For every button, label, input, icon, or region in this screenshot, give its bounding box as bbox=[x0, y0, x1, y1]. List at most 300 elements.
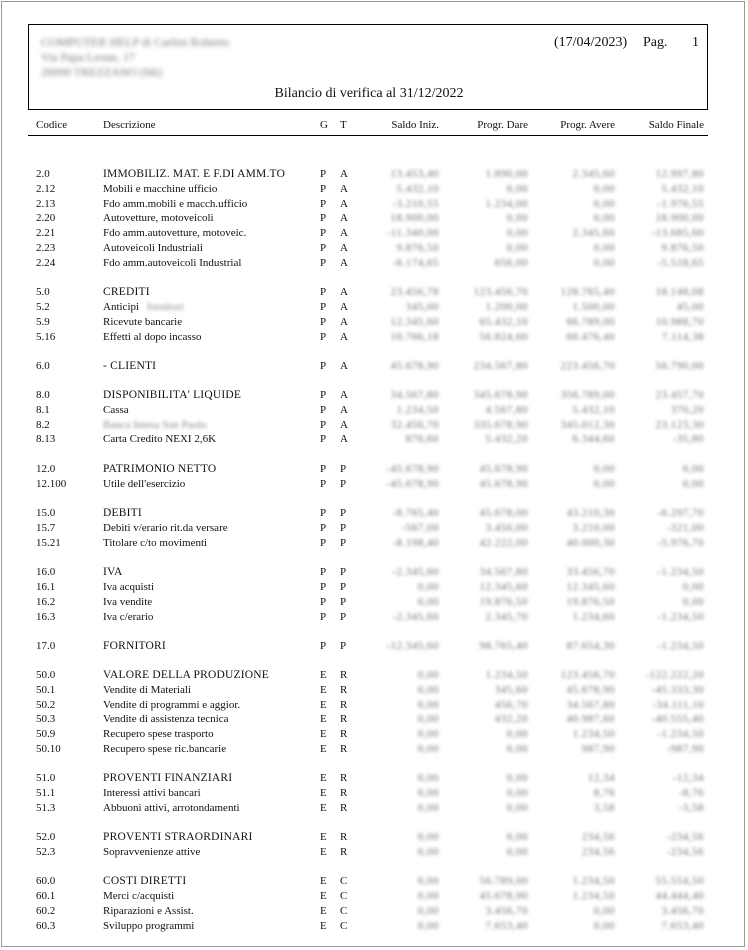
account-group-type: E bbox=[320, 787, 327, 799]
account-group-type: P bbox=[320, 389, 327, 401]
closing-balance: -13.685,60 bbox=[651, 227, 704, 239]
account-kind: A bbox=[340, 331, 348, 343]
progressive-debit: 56.789,00 bbox=[479, 875, 528, 887]
closing-balance: 7.653,40 bbox=[661, 920, 704, 932]
account-code: 8.1 bbox=[36, 404, 50, 416]
progressive-debit: 234.567,80 bbox=[473, 360, 528, 372]
account-row bbox=[0, 197, 748, 211]
account-row bbox=[0, 330, 748, 344]
account-code: 5.2 bbox=[36, 301, 50, 313]
account-kind: A bbox=[340, 404, 348, 416]
account-kind: C bbox=[340, 920, 348, 932]
progressive-credit: 0,00 bbox=[593, 183, 615, 195]
progressive-credit: 34.567,80 bbox=[566, 699, 615, 711]
progressive-debit: 0,00 bbox=[506, 728, 528, 740]
account-row bbox=[0, 241, 748, 255]
account-description: Vendite di assistenza tecnica bbox=[103, 713, 229, 725]
opening-balance: 0,00 bbox=[417, 905, 439, 917]
account-kind: R bbox=[340, 684, 348, 696]
opening-balance: 0,00 bbox=[417, 699, 439, 711]
account-kind: R bbox=[340, 699, 348, 711]
account-description: Iva acquisti bbox=[103, 581, 155, 593]
opening-balance: 0,00 bbox=[417, 875, 439, 887]
account-code: 2.20 bbox=[36, 212, 56, 224]
closing-balance: -1.234,50 bbox=[657, 728, 704, 740]
progressive-debit: 1.890,00 bbox=[485, 168, 528, 180]
account-kind: R bbox=[340, 728, 348, 740]
progressive-debit: 0,00 bbox=[506, 212, 528, 224]
header-separator bbox=[28, 135, 708, 136]
progressive-debit: 65.432,10 bbox=[479, 316, 528, 328]
closing-balance: -35,80 bbox=[672, 433, 704, 445]
account-code: 15.0 bbox=[36, 507, 56, 519]
progressive-credit: 1.234,50 bbox=[572, 890, 615, 902]
report-date: (17/04/2023) bbox=[554, 35, 628, 50]
progressive-debit: 1.234,50 bbox=[485, 669, 528, 681]
closing-balance: 0,00 bbox=[682, 581, 704, 593]
opening-balance: -45.678,90 bbox=[386, 463, 439, 475]
closing-balance: 23.457,70 bbox=[655, 389, 704, 401]
account-description: Vendite di Materiali bbox=[103, 684, 191, 696]
account-code: 2.24 bbox=[36, 257, 56, 269]
progressive-credit: 356.789,00 bbox=[560, 389, 615, 401]
column-header-debit: Progr. Dare bbox=[477, 119, 528, 131]
account-row bbox=[0, 889, 748, 903]
account-row bbox=[0, 211, 748, 225]
account-group-row bbox=[0, 668, 748, 682]
account-kind: C bbox=[340, 890, 348, 902]
account-kind: P bbox=[340, 463, 347, 475]
progressive-credit: 87.654,30 bbox=[566, 640, 615, 652]
account-group-type: E bbox=[320, 772, 327, 784]
progressive-debit: 123.456,70 bbox=[473, 286, 528, 298]
progressive-credit: 1.500,00 bbox=[572, 301, 615, 313]
progressive-debit: 0,00 bbox=[506, 227, 528, 239]
account-row bbox=[0, 477, 748, 491]
opening-balance: 34.567,80 bbox=[390, 389, 439, 401]
account-description: IMMOBILIZ. MAT. E F.DI AMM.TO bbox=[103, 168, 286, 180]
account-description: Recupero spese ric.bancarie bbox=[103, 743, 227, 755]
report-title: Bilancio di verifica al 31/12/2022 bbox=[274, 86, 464, 101]
account-kind: P bbox=[340, 478, 347, 490]
account-description: Abbuoni attivi, arrotondamenti bbox=[103, 802, 240, 814]
opening-balance: 876,60 bbox=[405, 433, 439, 445]
progressive-debit: 0,00 bbox=[506, 787, 528, 799]
account-kind: P bbox=[340, 566, 347, 578]
account-description: Fdo amm.mobili e macch.ufficio bbox=[103, 198, 248, 210]
account-kind: A bbox=[340, 168, 348, 180]
closing-balance: -8,76 bbox=[678, 787, 704, 799]
column-header-code: Codice bbox=[36, 119, 68, 131]
column-header-g: G bbox=[320, 119, 328, 131]
account-group-type: E bbox=[320, 669, 327, 681]
progressive-credit: 33.456,70 bbox=[566, 566, 615, 578]
progressive-credit: 45.678,90 bbox=[566, 684, 615, 696]
account-group-type: E bbox=[320, 743, 327, 755]
column-header-t: T bbox=[340, 119, 347, 131]
opening-balance: 0,00 bbox=[417, 669, 439, 681]
progressive-debit: 0,00 bbox=[506, 772, 528, 784]
account-code: 12.0 bbox=[36, 463, 56, 475]
account-description: DISPONIBILITA' LIQUIDE bbox=[103, 389, 242, 401]
account-group-type: E bbox=[320, 920, 327, 932]
account-kind: R bbox=[340, 713, 348, 725]
progressive-debit: 4.567,80 bbox=[485, 404, 528, 416]
closing-balance: -34.111,10 bbox=[652, 699, 704, 711]
progressive-debit: 45.678,90 bbox=[479, 890, 528, 902]
closing-balance: -3,58 bbox=[678, 802, 704, 814]
account-code: 16.1 bbox=[36, 581, 56, 593]
account-description-detail: fornitori bbox=[147, 301, 184, 313]
account-group-row bbox=[0, 285, 748, 299]
account-code: 15.21 bbox=[36, 537, 61, 549]
account-description: COSTI DIRETTI bbox=[103, 875, 187, 887]
progressive-debit: 0,00 bbox=[506, 831, 528, 843]
account-kind: A bbox=[340, 360, 348, 372]
account-description: Debiti v/erario rit.da versare bbox=[103, 522, 228, 534]
account-code: 2.12 bbox=[36, 183, 56, 195]
progressive-debit: 45.678,90 bbox=[479, 478, 528, 490]
account-code: 51.3 bbox=[36, 802, 56, 814]
account-kind: A bbox=[340, 227, 348, 239]
column-header-opening-balance: Saldo Iniz. bbox=[391, 119, 439, 131]
account-group-type: P bbox=[320, 183, 327, 195]
opening-balance: 10.766,18 bbox=[390, 331, 439, 343]
progressive-debit: 3.456,00 bbox=[485, 522, 528, 534]
account-row bbox=[0, 536, 748, 550]
opening-balance: 1.234,50 bbox=[396, 404, 439, 416]
account-code: 2.13 bbox=[36, 198, 56, 210]
closing-balance: 44.444,40 bbox=[655, 890, 704, 902]
account-row bbox=[0, 256, 748, 270]
opening-balance: -45.678,90 bbox=[386, 478, 439, 490]
account-code: 5.0 bbox=[36, 286, 50, 298]
progressive-credit: 6.344,60 bbox=[572, 433, 615, 445]
account-description: Fdo amm.autovetture, motoveic. bbox=[103, 227, 247, 239]
account-group-type: P bbox=[320, 301, 327, 313]
account-row bbox=[0, 919, 748, 933]
account-description: DEBITI bbox=[103, 507, 142, 519]
opening-balance: 345,00 bbox=[405, 301, 439, 313]
account-description: Fdo amm.autoveicoli Industrial bbox=[103, 257, 242, 269]
account-group-type: P bbox=[320, 331, 327, 343]
account-description: PROVENTI STRAORDINARI bbox=[103, 831, 253, 843]
account-kind: C bbox=[340, 875, 348, 887]
closing-balance: 18.148,08 bbox=[655, 286, 704, 298]
closing-balance: -234,56 bbox=[666, 846, 704, 858]
account-row bbox=[0, 742, 748, 756]
company-city-line: 20090 TREZZANO (Mi) bbox=[41, 65, 163, 79]
account-row bbox=[0, 712, 748, 726]
account-group-row bbox=[0, 874, 748, 888]
account-description: PROVENTI FINANZIARI bbox=[103, 772, 233, 784]
opening-balance: 0,00 bbox=[417, 831, 439, 843]
opening-balance: -11.340,00 bbox=[386, 227, 439, 239]
closing-balance: 56.790,00 bbox=[655, 360, 704, 372]
account-kind: P bbox=[340, 537, 347, 549]
progressive-debit: 7.653,40 bbox=[485, 920, 528, 932]
account-kind: A bbox=[340, 301, 348, 313]
progressive-credit: 66.789,00 bbox=[566, 316, 615, 328]
progressive-credit: 987,90 bbox=[581, 743, 615, 755]
account-row bbox=[0, 521, 748, 535]
account-row bbox=[0, 300, 748, 314]
progressive-debit: 34.567,80 bbox=[479, 566, 528, 578]
account-code: 2.21 bbox=[36, 227, 56, 239]
account-group-type: E bbox=[320, 684, 327, 696]
progressive-credit: 60.476,40 bbox=[566, 331, 615, 343]
closing-balance: -12,34 bbox=[672, 772, 704, 784]
closing-balance: 10.988,70 bbox=[655, 316, 704, 328]
progressive-credit: 2.345,60 bbox=[572, 168, 615, 180]
account-group-type: P bbox=[320, 168, 327, 180]
opening-balance: -3.210,55 bbox=[392, 198, 439, 210]
progressive-debit: 45.678,90 bbox=[479, 463, 528, 475]
account-group-type: P bbox=[320, 198, 327, 210]
column-header-credit: Progr. Avere bbox=[560, 119, 615, 131]
opening-balance: 0,00 bbox=[417, 581, 439, 593]
opening-balance: 32.456,70 bbox=[390, 419, 439, 431]
account-code: 16.2 bbox=[36, 596, 56, 608]
account-description: Cassa bbox=[103, 404, 129, 416]
account-description: Vendite di programmi e aggior. bbox=[103, 699, 241, 711]
closing-balance: -321,00 bbox=[666, 522, 704, 534]
account-group-type: P bbox=[320, 360, 327, 372]
account-group-type: P bbox=[320, 463, 327, 475]
opening-balance: 12.345,60 bbox=[390, 316, 439, 328]
account-kind: C bbox=[340, 905, 348, 917]
account-code: 50.2 bbox=[36, 699, 56, 711]
account-description: Sopravvenienze attive bbox=[103, 846, 201, 858]
account-kind: A bbox=[340, 389, 348, 401]
account-row bbox=[0, 786, 748, 800]
progressive-debit: 19.876,50 bbox=[479, 596, 528, 608]
account-group-type: P bbox=[320, 507, 327, 519]
progressive-credit: 3.210,00 bbox=[572, 522, 615, 534]
account-description: Iva vendite bbox=[103, 596, 153, 608]
closing-balance: -1.234,50 bbox=[657, 611, 704, 623]
account-description: Carta Credito NEXI 2,6K bbox=[103, 433, 217, 445]
account-row bbox=[0, 683, 748, 697]
account-kind: P bbox=[340, 507, 347, 519]
account-description: Mobili e macchine ufficio bbox=[103, 183, 218, 195]
account-code: 60.0 bbox=[36, 875, 56, 887]
opening-balance: 0,00 bbox=[417, 743, 439, 755]
account-group-type: P bbox=[320, 478, 327, 490]
progressive-credit: 1.234,50 bbox=[572, 728, 615, 740]
opening-balance: 18.900,00 bbox=[390, 212, 439, 224]
account-code: 50.10 bbox=[36, 743, 61, 755]
closing-balance: 0,00 bbox=[682, 596, 704, 608]
closing-balance: 7.114,38 bbox=[661, 331, 704, 343]
closing-balance: 55.554,50 bbox=[655, 875, 704, 887]
closing-balance: -6.297,70 bbox=[657, 507, 704, 519]
closing-balance: -5.518,65 bbox=[657, 257, 704, 269]
progressive-credit: 123.456,70 bbox=[560, 669, 615, 681]
account-kind: P bbox=[340, 522, 347, 534]
account-code: 60.1 bbox=[36, 890, 56, 902]
progressive-debit: 345.678,90 bbox=[473, 389, 528, 401]
account-kind: P bbox=[340, 596, 347, 608]
account-description: Effetti al dopo incasso bbox=[103, 331, 202, 343]
account-group-row bbox=[0, 506, 748, 520]
account-kind: R bbox=[340, 831, 348, 843]
progressive-credit: 0,00 bbox=[593, 905, 615, 917]
account-row bbox=[0, 403, 748, 417]
account-group-type: P bbox=[320, 596, 327, 608]
opening-balance: -8.765,40 bbox=[392, 507, 439, 519]
opening-balance: -6.174,65 bbox=[392, 257, 439, 269]
closing-balance: -45.333,30 bbox=[651, 684, 704, 696]
closing-balance: -40.555,40 bbox=[651, 713, 704, 725]
account-kind: R bbox=[340, 802, 348, 814]
progressive-credit: 1.234,60 bbox=[572, 611, 615, 623]
progressive-debit: 1.234,00 bbox=[485, 198, 528, 210]
progressive-debit: 656,00 bbox=[494, 257, 528, 269]
account-kind: A bbox=[340, 242, 348, 254]
account-code: 50.3 bbox=[36, 713, 56, 725]
progressive-credit: 8,76 bbox=[593, 787, 615, 799]
account-kind: A bbox=[340, 316, 348, 328]
account-group-type: P bbox=[320, 404, 327, 416]
closing-balance: 9.876,50 bbox=[661, 242, 704, 254]
account-row bbox=[0, 182, 748, 196]
account-code: 2.23 bbox=[36, 242, 56, 254]
progressive-debit: 432,20 bbox=[494, 713, 528, 725]
account-group-row bbox=[0, 830, 748, 844]
progressive-debit: 56.824,60 bbox=[479, 331, 528, 343]
progressive-credit: 12,34 bbox=[587, 772, 615, 784]
account-code: 2.0 bbox=[36, 168, 50, 180]
progressive-debit: 98.765,40 bbox=[479, 640, 528, 652]
progressive-credit: 19.876,50 bbox=[566, 596, 615, 608]
account-group-row bbox=[0, 167, 748, 181]
account-kind: R bbox=[340, 772, 348, 784]
account-kind: A bbox=[340, 257, 348, 269]
opening-balance: -12.345,60 bbox=[386, 640, 439, 652]
account-description: CREDITI bbox=[103, 286, 150, 298]
opening-balance: 0,00 bbox=[417, 684, 439, 696]
opening-balance: 45.678,90 bbox=[390, 360, 439, 372]
account-group-type: E bbox=[320, 699, 327, 711]
account-description: PATRIMONIO NETTO bbox=[103, 463, 217, 475]
closing-balance: 12.997,80 bbox=[655, 168, 704, 180]
account-description: VALORE DELLA PRODUZIONE bbox=[103, 669, 270, 681]
opening-balance: -8.198,40 bbox=[392, 537, 439, 549]
opening-balance: 23.456,78 bbox=[390, 286, 439, 298]
account-code: 12.100 bbox=[36, 478, 67, 490]
progressive-debit: 12.345,60 bbox=[479, 581, 528, 593]
opening-balance: 0,00 bbox=[417, 920, 439, 932]
account-group-type: P bbox=[320, 640, 327, 652]
account-kind: A bbox=[340, 419, 348, 431]
progressive-debit: 456,70 bbox=[494, 699, 528, 711]
opening-balance: 0,00 bbox=[417, 802, 439, 814]
progressive-credit: 12.345,60 bbox=[566, 581, 615, 593]
account-description: Autoveicoli Industriali bbox=[103, 242, 203, 254]
account-code: 50.0 bbox=[36, 669, 56, 681]
account-description: IVA bbox=[103, 566, 123, 578]
account-description: Autovetture, motoveicoli bbox=[103, 212, 214, 224]
account-row bbox=[0, 226, 748, 240]
progressive-credit: 0,00 bbox=[593, 920, 615, 932]
closing-balance: 45,00 bbox=[676, 301, 704, 313]
account-code: 16.3 bbox=[36, 611, 56, 623]
account-row bbox=[0, 432, 748, 446]
account-code: 5.9 bbox=[36, 316, 50, 328]
account-group-type: P bbox=[320, 522, 327, 534]
account-description: Riparazioni e Assist. bbox=[103, 905, 194, 917]
account-code: 60.2 bbox=[36, 905, 56, 917]
progressive-debit: 0,00 bbox=[506, 242, 528, 254]
account-group-type: P bbox=[320, 581, 327, 593]
opening-balance: 13.453,40 bbox=[390, 168, 439, 180]
account-group-type: P bbox=[320, 286, 327, 298]
account-code: 8.2 bbox=[36, 419, 50, 431]
closing-balance: -5.976,70 bbox=[657, 537, 704, 549]
company-name-line: COMPUTER HELP di Carlini Roberto bbox=[41, 35, 230, 49]
closing-balance: -1.976,55 bbox=[657, 198, 704, 210]
progressive-credit: 223.456,70 bbox=[560, 360, 615, 372]
account-row bbox=[0, 580, 748, 594]
opening-balance: -2.345,60 bbox=[392, 566, 439, 578]
opening-balance: 9.876,50 bbox=[396, 242, 439, 254]
account-kind: R bbox=[340, 787, 348, 799]
account-row bbox=[0, 801, 748, 815]
account-code: 51.1 bbox=[36, 787, 56, 799]
account-group-row bbox=[0, 771, 748, 785]
page-number: 1 bbox=[692, 35, 699, 50]
progressive-debit: 0,00 bbox=[506, 183, 528, 195]
progressive-credit: 0,00 bbox=[593, 478, 615, 490]
account-description: FORNITORI bbox=[103, 640, 166, 652]
progressive-credit: 128.765,40 bbox=[560, 286, 615, 298]
closing-balance: -1.234,50 bbox=[657, 640, 704, 652]
progressive-debit: 42.222,00 bbox=[479, 537, 528, 549]
account-description: Sviluppo programmi bbox=[103, 920, 195, 932]
progressive-debit: 2.345,70 bbox=[485, 611, 528, 623]
account-kind: R bbox=[340, 846, 348, 858]
account-row bbox=[0, 698, 748, 712]
progressive-debit: 3.456,70 bbox=[485, 905, 528, 917]
closing-balance: -122.222,20 bbox=[645, 669, 704, 681]
account-group-type: E bbox=[320, 905, 327, 917]
progressive-credit: 0,00 bbox=[593, 242, 615, 254]
account-group-type: P bbox=[320, 419, 327, 431]
progressive-credit: 2.345,60 bbox=[572, 227, 615, 239]
progressive-credit: 234,56 bbox=[581, 831, 615, 843]
progressive-credit: 345.012,30 bbox=[560, 419, 615, 431]
account-description: Banca Intesa San Paolo bbox=[103, 419, 207, 431]
account-group-type: E bbox=[320, 713, 327, 725]
account-group-type: P bbox=[320, 227, 327, 239]
account-description: Utile dell'esercizio bbox=[103, 478, 186, 490]
report-header bbox=[28, 24, 708, 110]
account-row bbox=[0, 904, 748, 918]
account-group-type: E bbox=[320, 890, 327, 902]
account-group-type: P bbox=[320, 566, 327, 578]
progressive-credit: 43.210,30 bbox=[566, 507, 615, 519]
account-code: 50.1 bbox=[36, 684, 56, 696]
account-row bbox=[0, 610, 748, 624]
account-kind: A bbox=[340, 183, 348, 195]
account-code: 16.0 bbox=[36, 566, 56, 578]
account-description: Anticipi bbox=[103, 301, 140, 313]
closing-balance: -234,56 bbox=[666, 831, 704, 843]
company-street-line: Via Papa Leone, 17 bbox=[41, 50, 135, 64]
account-description: Recupero spese trasporto bbox=[103, 728, 214, 740]
account-kind: R bbox=[340, 743, 348, 755]
